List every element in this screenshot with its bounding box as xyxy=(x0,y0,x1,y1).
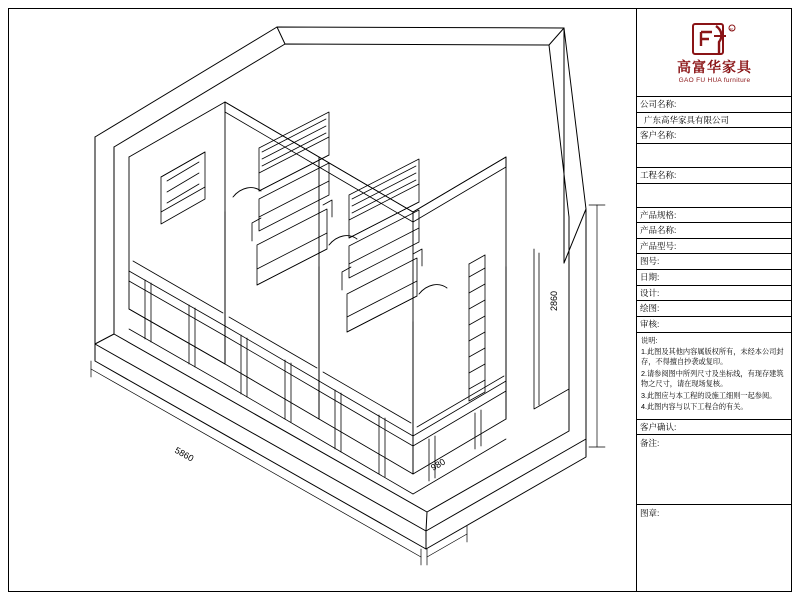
stamp-label: 图章: xyxy=(640,508,660,519)
designer-label: 设计: xyxy=(640,287,660,298)
brand-name-en: GAO FU HUA furniture xyxy=(678,77,751,85)
brand-name-cn: 高富华家具 xyxy=(677,58,752,75)
customer-confirm-label: 客户确认: xyxy=(640,421,677,432)
note-item-4: 4.此图内容与以下工程合的有关。 xyxy=(641,402,748,412)
customer-name-label: 客户名称: xyxy=(640,130,677,141)
field-customer-name-label xyxy=(637,128,792,144)
field-customer-name-value[interactable] xyxy=(637,144,792,168)
notes-title: 说明: xyxy=(641,335,658,345)
field-drafter[interactable] xyxy=(637,301,792,317)
field-approver[interactable] xyxy=(637,317,792,333)
depth-dimension-label: 980 xyxy=(429,456,448,473)
field-product-spec[interactable] xyxy=(637,208,792,224)
field-drawing-number[interactable] xyxy=(637,254,792,270)
approver-label: 审核: xyxy=(640,318,660,329)
field-remark[interactable] xyxy=(637,435,792,505)
remark-label: 备注: xyxy=(640,438,660,449)
field-product-name[interactable] xyxy=(637,223,792,239)
field-project-name-value[interactable] xyxy=(637,184,792,208)
gfh-monogram-icon xyxy=(692,23,738,57)
height-dimension-label: 2860 xyxy=(549,290,559,311)
field-customer-confirm[interactable] xyxy=(637,420,792,436)
product-model-label: 产品型号: xyxy=(640,240,677,251)
notes-block xyxy=(637,333,792,420)
field-stamp[interactable] xyxy=(637,505,792,595)
drafter-label: 绘图: xyxy=(640,303,660,314)
drawing-area xyxy=(9,9,636,591)
field-company-name-label xyxy=(637,97,792,113)
note-item-1: 1.此图及其他内容属版权所有，未经本公司封存，不得擅自抄袭或复印。 xyxy=(641,346,784,367)
field-company-name-value[interactable] xyxy=(637,113,792,129)
width-dimension-label: 5860 xyxy=(173,445,196,464)
drawing-number-label: 图号: xyxy=(640,256,660,267)
product-spec-label: 产品规格: xyxy=(640,209,677,220)
title-block xyxy=(637,9,792,591)
field-designer[interactable] xyxy=(637,286,792,302)
company-name-value: 广东高华家具有限公司 xyxy=(644,114,730,125)
field-date[interactable] xyxy=(637,270,792,286)
product-name-label: 产品名称: xyxy=(640,225,677,236)
field-product-model[interactable] xyxy=(637,239,792,255)
date-label: 日期: xyxy=(640,272,660,282)
note-item-3: 3.此图应与本工程的设施工细则一起参阅。 xyxy=(641,390,777,400)
project-name-label: 工程名称: xyxy=(640,169,677,180)
note-item-2: 2.请参阅图中所列尺寸及坐标线，有现存建筑物之尺寸，请在现场复核。 xyxy=(641,368,784,389)
company-logo xyxy=(637,9,792,97)
company-name-label: 公司名称: xyxy=(640,99,677,109)
svg-text:R: R xyxy=(729,26,733,32)
field-project-name-label xyxy=(637,168,792,184)
